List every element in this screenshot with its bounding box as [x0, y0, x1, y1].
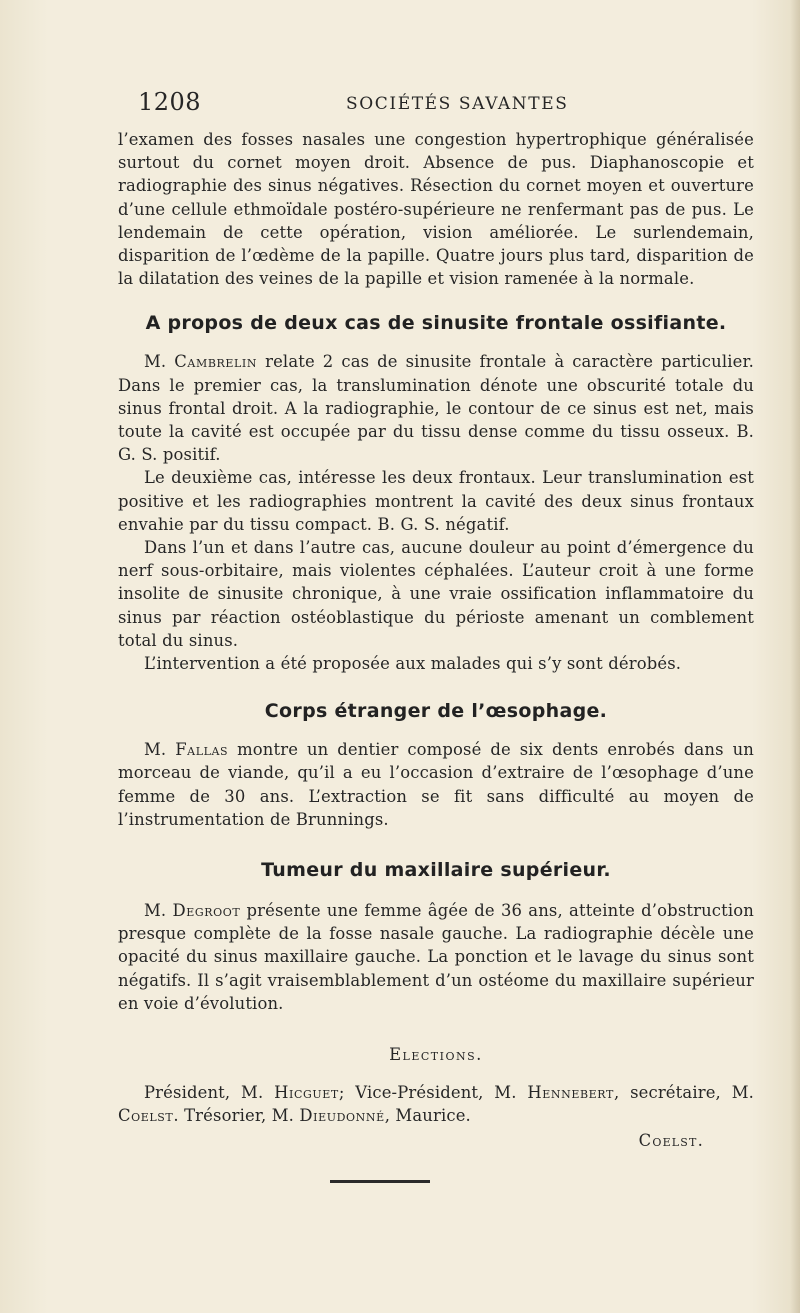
sinusite-prefix: M.	[144, 352, 175, 372]
elections-paragraph	[118, 1081, 754, 1127]
sinusite-text-1: relate 2 cas de sinusite frontale à caractère particulier. Dans le premier cas, la translumination dénote une obscurité totale du sinus frontal droit. A la radiographie, le contour de ce sinus est net, mais toute la cavité est occupée par du tissu dense comme du tissu osseux. B. G. S. positif.	[118, 352, 754, 465]
oesophage-paragraph	[118, 738, 754, 831]
elections-text-1: Président, M.	[144, 1083, 275, 1103]
tumeur-prefix: M.	[144, 901, 173, 921]
sinusite-paragraph-3: Dans l’un et dans l’autre cas, aucune douleur au point d’émergence du nerf sous-orbitaire, mais violentes céphalées. L’auteur croit à une forme insolite de sinusite chronique, à une vraie ossification inflammatoire du sinus par réaction ostéoblastique du périoste amenant un comblement total du sinus.	[118, 538, 754, 650]
elected-hicguet: Hicguet	[274, 1083, 339, 1103]
elected-dieudonne: Dieudonné	[299, 1106, 385, 1126]
elected-coelst: Coelst	[118, 1106, 174, 1126]
author-name-degroot: Degroot	[172, 901, 241, 921]
author-name-fallas: Fallas	[175, 740, 229, 760]
tumeur-text: présente une femme âgée de 36 ans, atteinte d’obstruction presque complète de la fosse nasale gauche. La radiographie décèle une opacité du sinus maxillaire gauche. La ponction et le lavage du sinus sont négatifs. Il s’agit vraisemblablement d’un ostéome du maxillaire supérieur en voie d’évolution.	[118, 901, 754, 1013]
elections-title: Elections.	[389, 1045, 483, 1065]
oesophage-prefix: M.	[144, 740, 176, 760]
section-title-oesophage: Corps étranger de l’œsophage.	[264, 700, 608, 723]
page-edge-shadow	[790, 0, 800, 1313]
oesophage-text: montre un dentier composé de six dents enrobés dans un morceau de viande, qu’il a eu l’occasion d’extraire de l’œsophage d’une femme de 30 ans. L’extraction se fit sans difficulté au moyen de l’instrumentation de Brunnings.	[118, 740, 754, 829]
elections-text-3: , secrétaire, M.	[613, 1083, 754, 1103]
sinusite-paragraph-4: L’intervention a été proposée aux malades qui s’y sont dérobés.	[144, 654, 682, 674]
page-body	[118, 128, 754, 1150]
elected-hennebert: Hennebert	[527, 1083, 614, 1103]
intro-paragraph: l’examen des fosses nasales une congestion hypertrophique généralisée surtout du cornet moyen droit. Absence de pus. Diaphanoscopie et radiographie des sinus négatives. Résection du cornet moyen et ouverture d’une cellule ethmoïdale postéro-supérieure ne renfermant pas de pus. Le lendemain de cette opération, vision améliorée. Le surlendemain, disparition de l’œdème de la papille. Quatre jours plus tard, disparition de la dilatation des veines de la papille et vision ramenée à la normale.	[118, 130, 754, 289]
section-title-tumeur: Tumeur du maxillaire supérieur.	[261, 859, 611, 882]
running-title: SOCIÉTÉS SAVANTES	[346, 94, 569, 114]
end-rule-divider	[330, 1180, 430, 1183]
page-header	[138, 88, 754, 120]
sinusite-paragraph-2: Le deuxième cas, intéresse les deux frontaux. Leur translumination est positive et les radiographies montrent la cavité des deux sinus frontaux envahie par du tissu compact. B. G. S. négatif.	[118, 468, 754, 534]
tumeur-paragraph	[118, 899, 754, 1015]
page-number: 1208	[138, 88, 202, 116]
sinusite-paragraph-1	[118, 350, 754, 466]
elections-text-5: , Maurice.	[384, 1106, 471, 1126]
author-name-cambrelin: Cambrelin	[174, 352, 258, 372]
elections-text-2: ; Vice-Président, M.	[338, 1083, 528, 1103]
signature: Coelst.	[638, 1130, 704, 1150]
elections-text-4: . Trésorier, M.	[173, 1106, 300, 1126]
section-title-sinusite: A propos de deux cas de sinusite frontale ossifiante.	[145, 312, 727, 335]
